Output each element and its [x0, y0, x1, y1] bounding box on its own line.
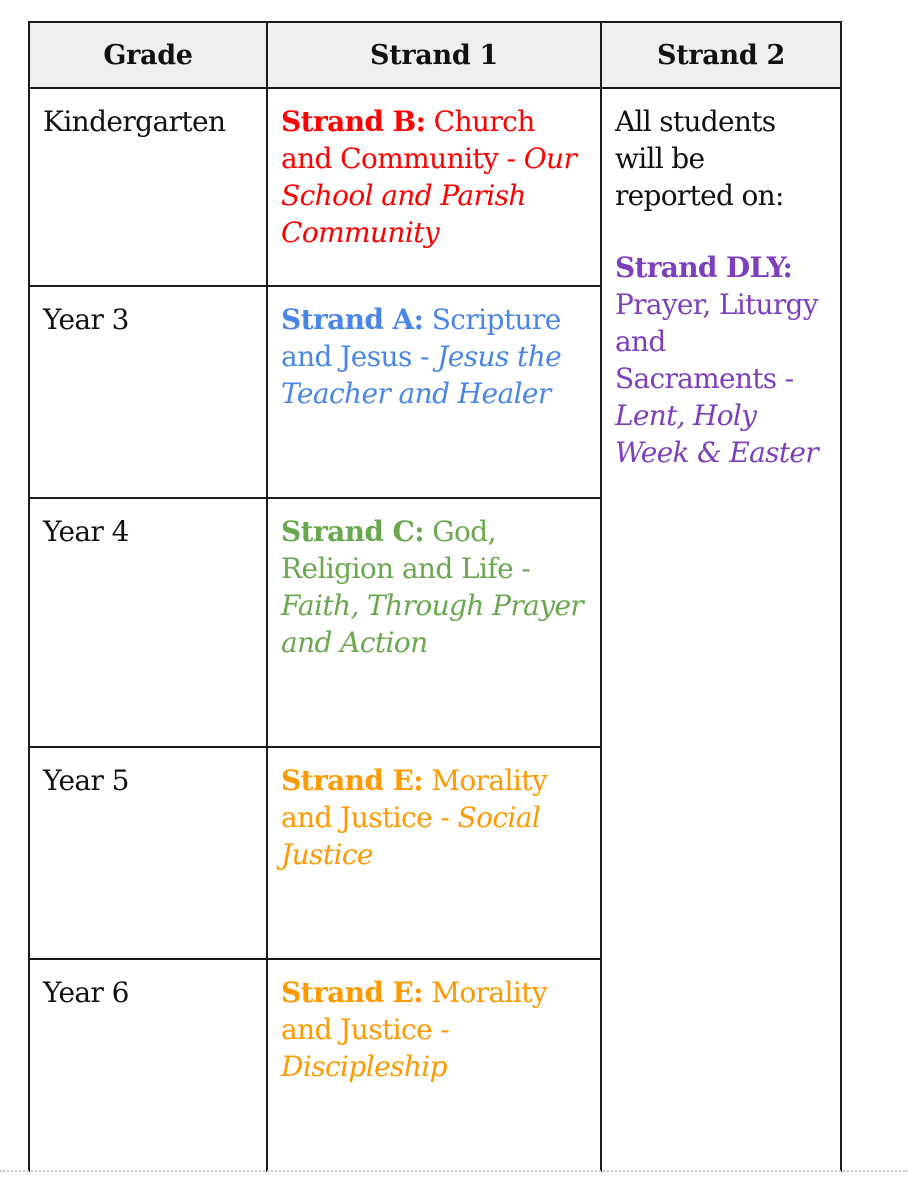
strand1-text [268, 748, 600, 883]
strand1-cell [267, 959, 601, 1199]
strand1-cell [267, 498, 601, 747]
strand1-text [268, 287, 600, 422]
strand-label: Strand B: [281, 105, 426, 138]
grade-label: Year 5 [43, 764, 129, 797]
page-cutoff [0, 1172, 908, 1200]
strand2-label: Strand DLY: [615, 251, 793, 284]
strand1-text [268, 960, 600, 1095]
header-strand-1: Strand 1 [267, 22, 601, 88]
strand2-topic: Lent, Holy Week & Easter [615, 399, 818, 469]
strand2-intro: All students will be reported on: [615, 105, 784, 212]
grade-label: Year 4 [43, 515, 129, 548]
strand-label: Strand E: [281, 764, 424, 797]
strand1-cell [267, 88, 601, 286]
strands-table [28, 21, 842, 1200]
table-row [29, 88, 841, 286]
strand-topic: Social Justice [281, 801, 541, 871]
strand-topic: Our School and Parish Community [281, 142, 577, 249]
strand-area: Morality and Justice - [281, 764, 548, 834]
grade-cell [29, 88, 267, 286]
grade-cell [29, 286, 267, 498]
strand1-text [268, 89, 600, 261]
strand-area: Church and Community - [281, 105, 535, 175]
header-row [29, 22, 841, 88]
strand2-area: Prayer, Liturgy and Sacraments - [615, 288, 818, 395]
strand2-text [615, 249, 830, 471]
header-strand-2: Strand 2 [601, 22, 841, 88]
strand1-cell [267, 747, 601, 959]
strand1-text [268, 499, 600, 671]
strand-label: Strand A: [281, 303, 424, 336]
grade-label: Year 3 [43, 303, 129, 336]
strand-label: Strand C: [281, 515, 424, 548]
grade-label: Year 6 [43, 976, 129, 1009]
strand-topic: Faith, Through Prayer and Action [281, 589, 584, 659]
strand-topic: Jesus the Teacher and Healer [281, 340, 562, 410]
grade-cell [29, 498, 267, 747]
strand-area: God, Religion and Life - [281, 515, 531, 585]
strand-topic: Discipleship [281, 1050, 447, 1083]
strand-area: Morality and Justice - [281, 976, 548, 1046]
strand2-content [602, 89, 840, 481]
grade-label: Kindergarten [43, 105, 226, 138]
strand2-cell [601, 88, 841, 1199]
strand-label: Strand E: [281, 976, 424, 1009]
grade-cell [29, 747, 267, 959]
header-grade: Grade [29, 22, 267, 88]
page-break-rule [0, 1170, 908, 1172]
grade-cell [29, 959, 267, 1199]
strand-area: Scripture and Jesus - [281, 303, 561, 373]
strand1-cell [267, 286, 601, 498]
